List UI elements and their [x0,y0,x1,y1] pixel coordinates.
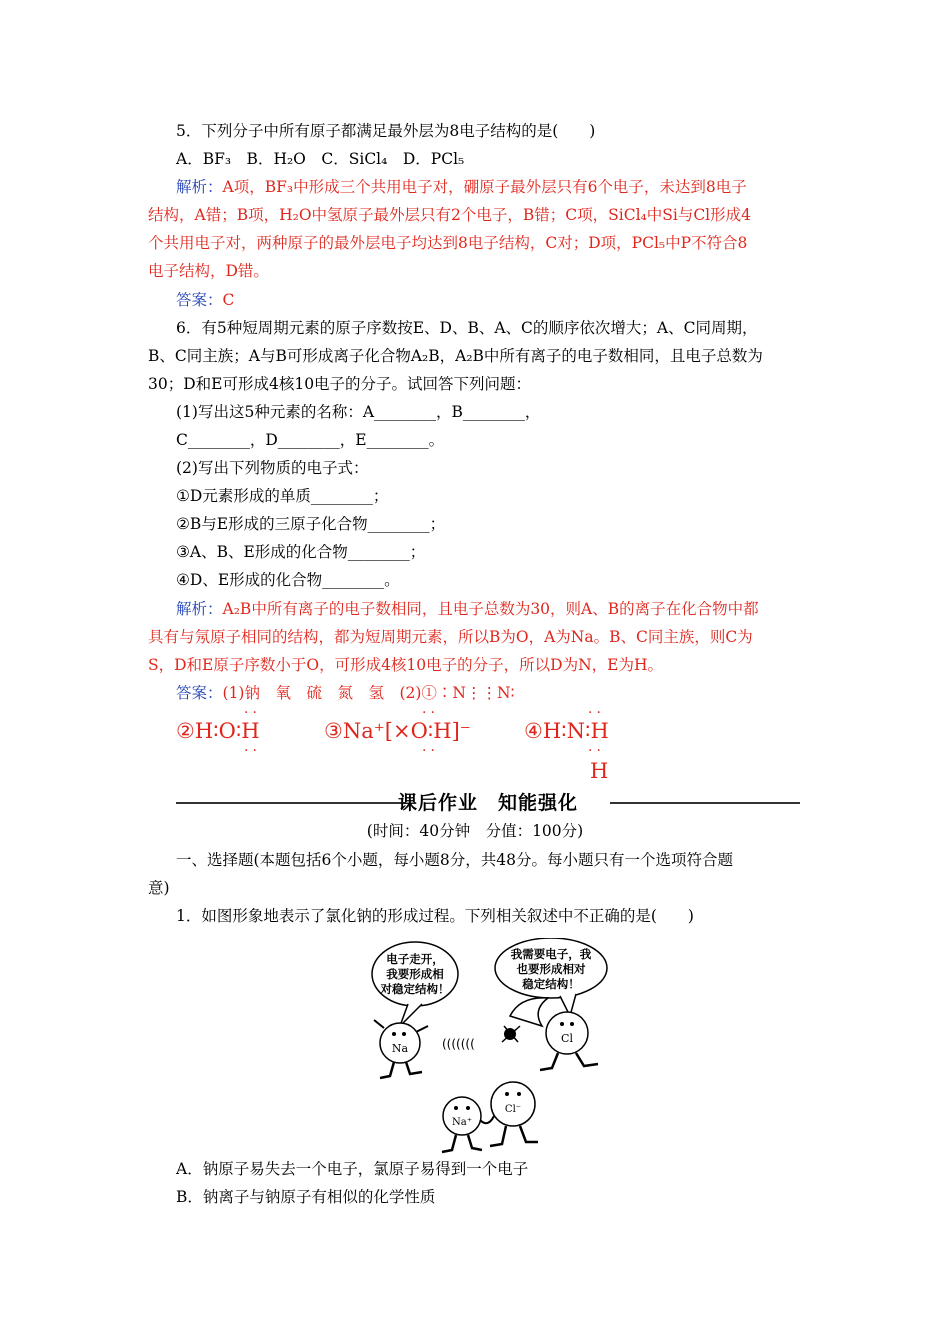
q5-answer [176,289,234,311]
holding-hands [480,1116,494,1123]
q6-sub2-item-2: ②B与E形成的三原子化合物________； [176,515,446,533]
section-banner [176,788,800,818]
nacl-formation-figure [370,938,630,1160]
q1-stem: 1．如图形象地表示了氯化钠的形成过程。下列相关叙述中不正确的是( ) [176,907,694,925]
bubble-right-line-1: 我需要电子，我 [510,947,592,961]
q6-analysis-line-2: 具有与氖原子相同的结构，都为短周期元素，所以B为O，A为Na。B、C同主族，则C为 [148,628,753,646]
q6-stem-line-3: 30；D和E可形成4核10电子的分子。试回答下列问题： [148,375,532,393]
dots-oh-top: ·· [422,705,439,721]
dots-n-top: ·· [588,705,605,721]
na-atom-label: Na [391,1042,409,1055]
dots-o-bottom: ·· [244,743,261,759]
q6-answer-line-1: 答案：(1)钠 氧 硫 氮 氢 (2)①∶N⋮⋮N∶ [176,684,515,702]
electron-formula-nh3: ④H∶N∶H [524,719,609,743]
cl-hand [510,998,548,1026]
q6-analysis-line-1: 解析：A₂B中所有离子的电子数相同，且电子总数为30，则A、B的离子在化合物中都 [176,600,759,618]
na-ion-label: Na⁺ [452,1117,472,1128]
dots-o-top: ·· [244,705,261,721]
q6-sub1-line-1: (1)写出这5种元素的名称：A________，B________， [176,403,541,421]
bubble-right-line-3: 稳定结构！ [522,977,580,991]
q5-answer-value: C [222,291,235,309]
bubble-right-line-2: 也要形成相对 [516,962,586,976]
bubble-left-line-1: 电子走开， [386,952,444,966]
q6-answer-label: 答案： [176,684,223,702]
bubble-left-line-3: 对稳定结构！ [380,982,450,996]
q6-sub2-item-3: ③A、B、E形成的化合物________； [176,543,426,561]
q5-answer-label: 答案： [176,291,223,309]
motion-lines: ((((((( [442,1037,475,1051]
q1-option-b: B．钠离子与钠原子有相似的化学性质 [176,1188,436,1206]
q5-analysis-label: 解析： [176,178,223,196]
dots-oh-bottom: ·· [422,743,439,759]
q6-analysis-label: 解析： [176,600,223,618]
electron-formula-naoh: ③Na⁺[×O∶H]⁻ [324,719,471,743]
na-ion [443,1097,481,1135]
q1-option-a: A．钠原子易失去一个电子，氯原子易得到一个电子 [176,1160,529,1178]
bubble-left-line-2: 我要形成相 [386,967,444,981]
section-part-line-2: 意) [148,879,170,897]
q6-sub2-item-4: ④D、E形成的化合物________。 [176,571,400,589]
cl-ion-label: Cl⁻ [504,1104,522,1115]
q6-sub2-title: (2)写出下列物质的电子式： [176,459,369,477]
q5-analysis-line-3: 个共用电子对，两种原子的最外层电子均达到8电子结构，C对；D项，PCl₅中P不符合8 [148,234,748,252]
section-part-line-1: 一、选择题(本题包括6个小题，每小题8分，共48分。每小题只有一个选项符合题 [176,851,733,869]
q6-sub2-item-1: ①D元素形成的单质________； [176,487,389,505]
cl-atom-label: Cl [561,1032,573,1045]
q6-stem-line-2: B、C同主族；A与B可形成离子化合物A₂B，A₂B中所有离子的电子数相同，且电子总数为 [148,347,763,365]
q5-analysis-line-1: 解析：A项，BF₃中形成三个共用电子对，硼原子最外层只有6个电子，未达到8电子 [176,178,747,196]
q6-analysis-line-3: S，D和E原子序数小于O，可形成4核10电子的分子，所以D为N，E为H。 [148,656,663,674]
nacl-cartoon [370,938,630,1160]
section-title: 课后作业 知能强化 [397,792,578,814]
dots-n-bottom: ·· [588,743,605,759]
electron-formula-h2o: ②H∶O∶H [176,719,260,743]
q5-options: A．BF₃ B．H₂O C．SiCl₄ D．PCl₅ [176,150,465,168]
section-meta: (时间：40分钟 分值：100分) [366,822,584,840]
electron-formula-nh3-h: H [590,759,609,783]
q6-sub1-line-2: C________，D________，E________。 [176,431,445,449]
q5-analysis-line-4: 电子结构，D错。 [148,262,269,280]
q6-stem-line-1: 6．有5种短周期元素的原子序数按E、D、B、A、C的顺序依次增大；A、C同周期， [176,319,758,337]
q5-analysis-line-2: 结构，A错；B项，H₂O中氢原子最外层只有2个电子，B错；C项，SiCl₄中Si与Cl形成4 [148,206,751,224]
q5-stem: 5．下列分子中所有原子都满足最外层为8电子结构的是( ) [176,122,596,140]
